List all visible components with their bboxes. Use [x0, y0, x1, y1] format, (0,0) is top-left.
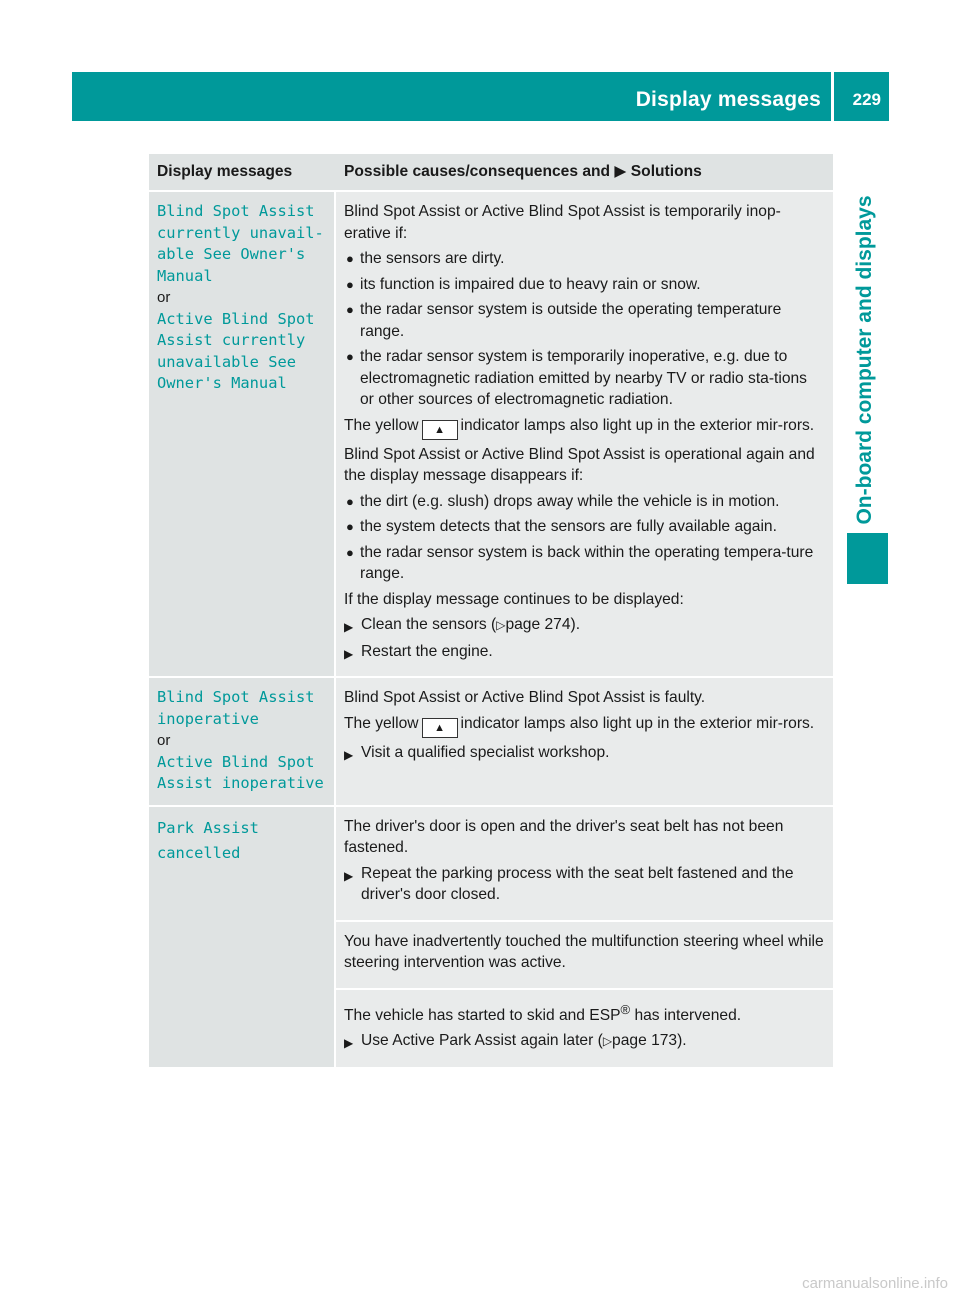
table-row [149, 678, 833, 807]
message-cell [149, 192, 336, 678]
table-row [149, 192, 833, 678]
causes-cell [336, 192, 833, 678]
cause-item [344, 248, 825, 270]
lamp-note-after: indicator lamps also light up in the exterior mir-rors. [460, 714, 815, 732]
column-header-causes [336, 154, 833, 192]
arrow-step-icon: ▶ [344, 1036, 354, 1051]
table-header-row [149, 154, 833, 192]
page-reference-icon: ▷ [602, 1034, 613, 1049]
or-separator: or [157, 289, 171, 306]
side-tab-marker [847, 533, 888, 584]
step-text: Repeat the parking process with the seat belt fastened and the driver's door closed. [361, 864, 794, 903]
operational-text: the system detects that the sensors are fully available again. [360, 518, 777, 535]
step-text: Restart the engine. [361, 642, 493, 660]
bullet-icon: ● [346, 302, 354, 317]
lamp-note-before: The yellow [344, 416, 419, 434]
bullet-icon: ● [346, 544, 354, 560]
esp-text-after: has intervened. [630, 1006, 742, 1024]
lamp-note-after: indicator lamps also light up in the exterior mir-rors. [460, 416, 815, 434]
cause-text: the sensors are dirty. [360, 250, 505, 267]
operational-intro: Blind Spot Assist or Active Blind Spot Assist is operational again and the display message disappears if: [344, 445, 815, 484]
message-line: Assist currently [157, 331, 306, 349]
step-text-end: ). [570, 616, 581, 633]
continue-text: If the display message continues to be displayed: [344, 590, 684, 608]
cause-text [344, 999, 825, 1027]
step-text: Clean the sensors ( [361, 616, 497, 633]
registered-mark: ® [620, 1001, 631, 1017]
cause-text: the radar sensor system is temporarily inoperative, e.g. due to electromagnetic radiation emitted by nearby TV or radio sta-tions or other sources of electromagnetic radiation. [360, 348, 807, 408]
fault-text: Blind Spot Assist or Active Blind Spot Assist is faulty. [344, 689, 706, 706]
message-line: Active Blind Spot [157, 752, 315, 771]
header-bar [72, 72, 889, 121]
arrow-step-icon: ▶ [344, 868, 354, 883]
page-reference-icon: ▷ [496, 618, 506, 632]
header-divider [831, 72, 834, 121]
esp-text-before: The vehicle has started to skid and ESP [344, 1006, 621, 1024]
message-cell [149, 807, 336, 1069]
message-cell [149, 678, 336, 807]
side-tab-label: On-board computer and displays [853, 195, 876, 525]
message-line: Manual [157, 266, 213, 285]
display-messages-table [149, 154, 833, 1069]
bullet-icon: ● [346, 349, 354, 364]
bullet-icon: ● [346, 493, 354, 509]
column-header-solutions-label: Solutions [630, 163, 702, 181]
causes-cell [336, 922, 833, 990]
blind-spot-warning-lamp-icon: ▲ [422, 718, 458, 738]
operational-item [344, 516, 825, 538]
step-text: Use Active Park Assist again later ( [361, 1032, 603, 1050]
cause-text: The driver's door is open and the driver's seat belt has not been fastened. [344, 817, 784, 856]
causes-intro: Blind Spot Assist or Active Blind Spot Assist is temporarily inop-erative if: [344, 203, 781, 242]
bullet-icon: ● [346, 519, 354, 534]
lamp-note-before: The yellow [344, 714, 419, 732]
cause-item [344, 299, 825, 342]
solutions-arrow-icon: ▶ [614, 163, 627, 181]
message-line: Blind Spot Assist [157, 688, 315, 706]
column-header-causes-label: Possible causes/consequences and [344, 163, 611, 181]
operational-item [344, 491, 825, 513]
blind-spot-warning-lamp-icon: ▲ [422, 420, 458, 440]
solution-step [344, 614, 825, 637]
operational-text: the radar sensor system is back within the operating tempera-ture range. [360, 543, 814, 582]
message-line: inoperative [157, 709, 259, 728]
watermark: carmanualsonline.info [802, 1275, 948, 1292]
step-text: Visit a qualified specialist workshop. [361, 743, 610, 761]
causes-cell [336, 990, 833, 1069]
causes-cell [336, 678, 833, 807]
message-line: Owner's Manual [157, 374, 287, 392]
cause-text: its function is impaired due to heavy rain or snow. [360, 275, 701, 293]
table-row [149, 807, 833, 922]
message-line: Active Blind Spot [157, 309, 315, 328]
message-line: unavailable See [157, 352, 296, 371]
cause-text: You have inadvertently touched the multifunction steering wheel while steering intervention was active. [344, 932, 824, 971]
solution-step [344, 863, 825, 906]
causes-cell [336, 807, 833, 922]
operational-text: the dirt (e.g. slush) drops away while the vehicle is in motion. [360, 492, 780, 510]
cause-item [344, 274, 825, 296]
solution-step [344, 1030, 825, 1053]
bullet-icon: ● [346, 251, 354, 266]
message-line: Blind Spot Assist [157, 202, 315, 220]
message-line: Park Assist [157, 818, 259, 837]
page-reference[interactable]: page 274 [505, 616, 571, 633]
solution-step [344, 742, 825, 764]
bullet-icon: ● [346, 276, 354, 292]
lamp-note [344, 713, 825, 738]
message-line: cancelled [157, 843, 241, 862]
message-line: Assist inoperative [157, 774, 324, 792]
step-text-end: ). [677, 1032, 687, 1050]
side-tab [842, 140, 889, 580]
arrow-step-icon: ▶ [344, 646, 354, 661]
page-number: 229 [852, 90, 881, 109]
operational-item [344, 542, 825, 585]
lamp-note [344, 415, 825, 440]
arrow-step-icon: ▶ [344, 747, 354, 762]
or-separator: or [157, 732, 171, 749]
solution-step [344, 641, 825, 663]
column-header-display-messages: Display messages [149, 154, 336, 192]
cause-item [344, 346, 825, 411]
header-title: Display messages [635, 88, 821, 111]
arrow-step-icon: ▶ [344, 620, 354, 634]
cause-text: the radar sensor system is outside the operating temperature range. [360, 301, 782, 340]
message-line: currently unavail‐ [157, 223, 324, 242]
message-line: able See Owner's [157, 245, 306, 263]
page-reference[interactable]: page 173 [612, 1032, 678, 1050]
